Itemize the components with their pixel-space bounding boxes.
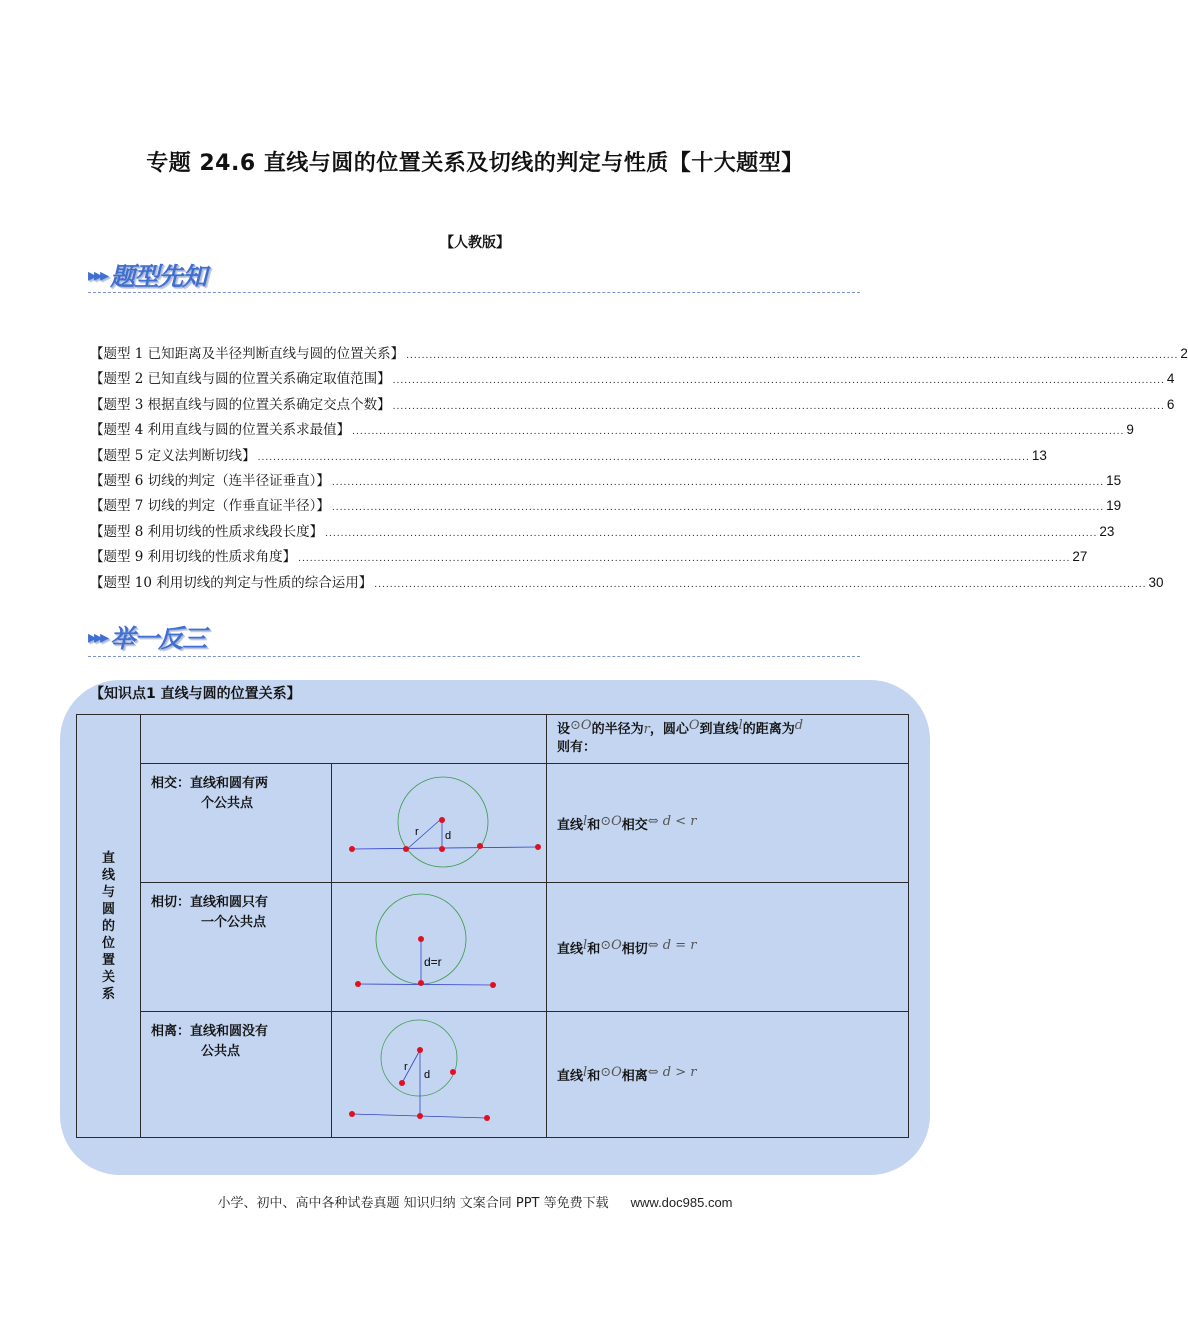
table-of-contents (90, 342, 1188, 596)
point (403, 846, 409, 852)
toc-item[interactable]: 【题型 4 利用直线与圆的位置关系求最值】 ........................................................................................................................................................................................................ 9 (90, 422, 1134, 439)
point (450, 1069, 456, 1075)
banner-overview (88, 258, 206, 292)
line-l (358, 984, 493, 985)
line-l (352, 847, 538, 849)
label-r: r (404, 1061, 408, 1073)
label-r: r (415, 826, 419, 838)
toc-item[interactable]: 【题型 9 利用切线的性质求角度】 ........................................................................................................................................................................................................ 27 (90, 549, 1088, 566)
figure-intersect (332, 764, 547, 883)
case-intersect: 相交：直线和圆有两 个公共点 (141, 764, 332, 883)
footer-text: 小学、初中、高中各种试卷真题 知识归纳 文案合同 PPT 等免费下载 (217, 1196, 609, 1211)
document-title: 专题 24.6 直线与圆的位置关系及切线的判定与性质【十大题型】 (146, 151, 804, 176)
page-footer (0, 1192, 950, 1211)
knowledge-table (76, 714, 909, 1138)
point (439, 846, 445, 852)
toc-item[interactable]: 【题型 6 切线的判定（连半径证垂直）】 ........................................................................................................................................................................................................ 15 (90, 472, 1122, 489)
banner-practice-label: 举一反三 (110, 624, 207, 653)
toc-item[interactable]: 【题型 1 已知距离及半径判断直线与圆的位置关系】 ........................................................................................................................................................................................................ 2 (90, 346, 1188, 362)
point (477, 843, 483, 849)
side-header: 直线与圆的位置关系 (77, 715, 141, 1138)
case-tangent: 相切：直线和圆只有 一个公共点 (141, 883, 332, 1012)
divider (88, 292, 860, 293)
label-d: d (424, 1069, 431, 1081)
relation-intersect: 直线l和⊙O相交⇔ d < r (547, 764, 909, 883)
footer-link[interactable]: www.doc985.com (630, 1195, 733, 1210)
center-point (417, 1047, 423, 1053)
label-d: d (445, 830, 452, 842)
toc-item[interactable]: 【题型 3 根据直线与圆的位置关系确定交点个数】 ........................................................................................................................................................................................................ 6 (90, 396, 1175, 413)
point (399, 1080, 405, 1086)
table-header: 设⊙O的半径为r，圆心O到直线l的距离为d 则有： (547, 715, 909, 764)
point (349, 1111, 355, 1117)
header-blank (141, 715, 547, 764)
arrow-icon: ▸▸▸ (88, 264, 107, 286)
point (349, 846, 355, 852)
case-separate: 相离：直线和圆没有 公共点 (141, 1012, 332, 1138)
point (535, 844, 541, 850)
intersect-diagram (332, 764, 546, 878)
toc-item[interactable]: 【题型 2 已知直线与圆的位置关系确定取值范围】 ........................................................................................................................................................................................................ 4 (90, 371, 1175, 388)
label-d-equals-r: d=r (424, 955, 442, 969)
toc-item[interactable]: 【题型 10 利用切线的判定与性质的综合运用】 ........................................................................................................................................................................................................ 30 (90, 574, 1164, 591)
center-point (439, 817, 445, 823)
figure-tangent (332, 883, 547, 1012)
toc-item[interactable]: 【题型 5 定义法判断切线】 ........................................................................................................................................................................................................ 13 (90, 447, 1047, 464)
edition-label: 【人教版】 (440, 235, 510, 251)
relation-separate: 直线l和⊙O相离⇔ d > r (547, 1012, 909, 1138)
toc-item[interactable]: 【题型 7 切线的判定（作垂直证半径）】 ........................................................................................................................................................................................................ 19 (90, 498, 1122, 515)
foot-point (417, 1113, 423, 1119)
banner-practice (88, 620, 206, 654)
divider (88, 656, 860, 657)
separate-diagram (332, 1012, 546, 1133)
tangent-point (418, 980, 424, 986)
arrow-icon: ▸▸▸ (88, 626, 107, 648)
relation-tangent: 直线l和⊙O相切⇔ d = r (547, 883, 909, 1012)
point (355, 981, 361, 987)
center-point (418, 936, 424, 942)
radius-line (406, 820, 440, 850)
figure-separate (332, 1012, 547, 1138)
toc-item[interactable]: 【题型 8 利用切线的性质求线段长度】 ........................................................................................................................................................................................................ 23 (90, 523, 1115, 540)
banner-overview-label: 题型先知 (110, 262, 207, 291)
circle-shape (381, 1020, 457, 1096)
knowledge-title: 【知识点1 直线与圆的位置关系】 (90, 686, 301, 702)
point (490, 982, 496, 988)
tangent-diagram (332, 883, 546, 1007)
point (484, 1115, 490, 1121)
